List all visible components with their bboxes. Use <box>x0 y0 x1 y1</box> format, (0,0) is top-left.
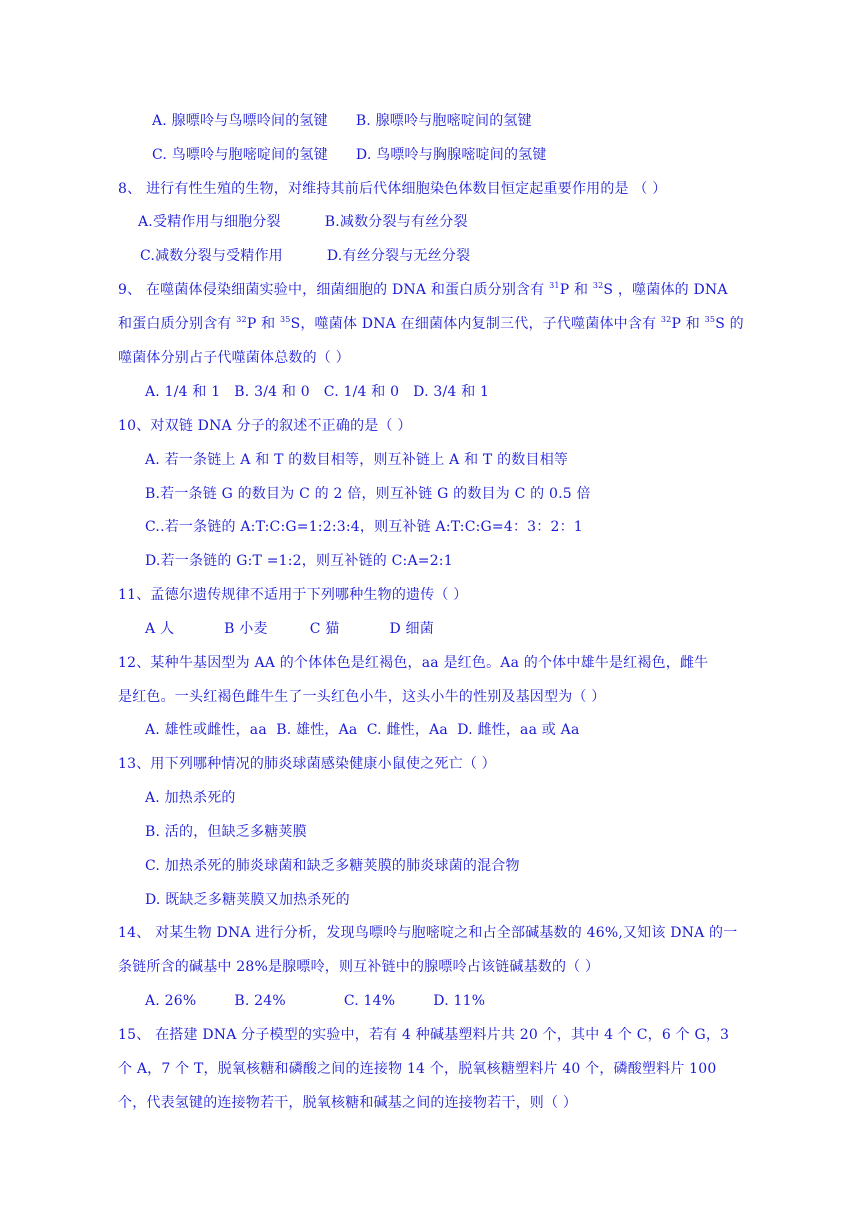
q9-options: A. 1/4 和 1 B. 3/4 和 0 C. 1/4 和 0 D. 3/4 和 1 <box>145 384 490 400</box>
q7-option-d: D. 鸟嘌呤与胸腺嘧啶间的氢键 <box>355 147 547 163</box>
q11-option-a: A 人 <box>145 621 175 637</box>
q7-option-c: C. 鸟嘌呤与胞嘧啶间的氢键 <box>152 147 328 163</box>
q10-option-a: A. 若一条链上 A 和 T 的数目相等，则互补链上 A 和 T 的数目相等 <box>145 452 569 468</box>
q8-option-b: B.减数分裂与有丝分裂 <box>324 214 468 230</box>
q8-option-c: C.减数分裂与受精作用 <box>140 248 283 264</box>
q14-stem-line2: 条链所含的碱基中 28%是腺嘌呤，则互补链中的腺嘌呤占该链碱基数的（ ） <box>118 959 600 975</box>
q15-stem-line1: 15、 在搭建 DNA 分子模型的实验中，若有 4 种碱基塑料片共 20 个，其中 4 个 C，6 个 G，3 <box>118 1027 730 1043</box>
q14-stem-line1: 14、 对某生物 DNA 进行分析，发现鸟嘌呤与胞嘧啶之和占全部碱基数的 46%,又知该 DNA 的一 <box>118 925 738 941</box>
q13-option-c: C. 加热杀死的肺炎球菌和缺乏多糖荚膜的肺炎球菌的混合物 <box>145 858 520 874</box>
q7-options-row2 <box>152 145 547 165</box>
q8-option-a: A.受精作用与细胞分裂 <box>138 214 281 230</box>
q7-option-b: B. 腺嘌呤与胞嘧啶间的氢键 <box>355 113 532 129</box>
q13-option-a: A. 加热杀死的 <box>145 790 236 806</box>
q9-stem-line2: 和蛋白质分别含有 $^{32}$P 和 $^{35}$S，噬菌体 DNA 在细菌体内复制三代，子代噬菌体中含有 $^{32}$P 和 $^{35}$S 的 <box>118 315 744 332</box>
q13-stem: 13、用下列哪种情况的肺炎球菌感染健康小鼠使之死亡（ ） <box>118 756 496 772</box>
q7-options-row1 <box>152 111 532 131</box>
q7-option-a: A. 腺嘌呤与鸟嘌呤间的氢键 <box>152 113 328 129</box>
q10-stem: 10、对双链 DNA 分子的叙述不正确的是（ ） <box>118 418 412 434</box>
q8-stem: 8、 进行有性生殖的生物，对维持其前后代体细胞染色体数目恒定起重要作用的是 （ ） <box>118 181 667 197</box>
q12-options: A. 雄性或雌性，aa B. 雄性，Aa C. 雌性，Aa D. 雌性，aa 或 Aa <box>145 722 580 738</box>
q11-options <box>145 619 434 639</box>
q15-stem-line2: 个 A，7 个 T，脱氧核糖和磷酸之间的连接物 14 个，脱氧核糖塑料片 40 个，磷酸塑料片 100 <box>118 1061 717 1077</box>
q15-stem-line3: 个，代表氢键的连接物若干，脱氧核糖和碱基之间的连接物若干，则（ ） <box>118 1095 578 1111</box>
q14-options <box>145 991 485 1011</box>
q10-option-c: C..若一条链的 A:T:C:G=1:2:3:4，则互补链 A:T:C:G=4：3：2：1 <box>145 519 583 535</box>
q10-option-b: B.若一条链 G 的数目为 C 的 2 倍，则互补链 G 的数目为 C 的 0.5 倍 <box>145 486 591 502</box>
q8-option-d: D.有丝分裂与无丝分裂 <box>326 248 471 264</box>
q9-stem-line1: 9、 在噬菌体侵染细菌实验中，细菌细胞的 DNA 和蛋白质分别含有 $^{31}$P 和 $^{32}$S ，噬菌体的 DNA <box>118 281 728 298</box>
q11-stem: 11、孟德尔遗传规律不适用于下列哪种生物的遗传（ ） <box>118 587 468 603</box>
q13-option-d: D. 既缺乏多糖荚膜又加热杀死的 <box>145 892 350 908</box>
q13-option-b: B. 活的，但缺乏多糖荚膜 <box>145 824 307 840</box>
q11-option-b: B 小麦 <box>224 621 268 637</box>
q12-stem-line2: 是红色。一头红褐色雌牛生了一头红色小牛，这头小牛的性别及基因型为（ ） <box>118 689 606 705</box>
q9-stem-line3: 噬菌体分别占子代噬菌体总数的（ ） <box>118 350 350 366</box>
q14-option-a: A. 26% <box>145 993 197 1009</box>
q14-option-c: C. 14% <box>343 993 396 1009</box>
q8-options-row1 <box>138 212 468 232</box>
q14-option-d: D. 11% <box>433 993 486 1009</box>
q11-option-c: C 猫 <box>309 621 340 637</box>
q10-option-d: D.若一条链的 G:T =1:2，则互补链的 C:A=2:1 <box>145 553 453 569</box>
q14-option-b: B. 24% <box>234 993 286 1009</box>
q11-option-d: D 细菌 <box>389 621 434 637</box>
q8-options-row2 <box>140 246 470 266</box>
q12-stem-line1: 12、某种牛基因型为 AA 的个体体色是红褐色，aa 是红色。Aa 的个体中雄牛是红褐色，雌牛 <box>118 655 709 671</box>
